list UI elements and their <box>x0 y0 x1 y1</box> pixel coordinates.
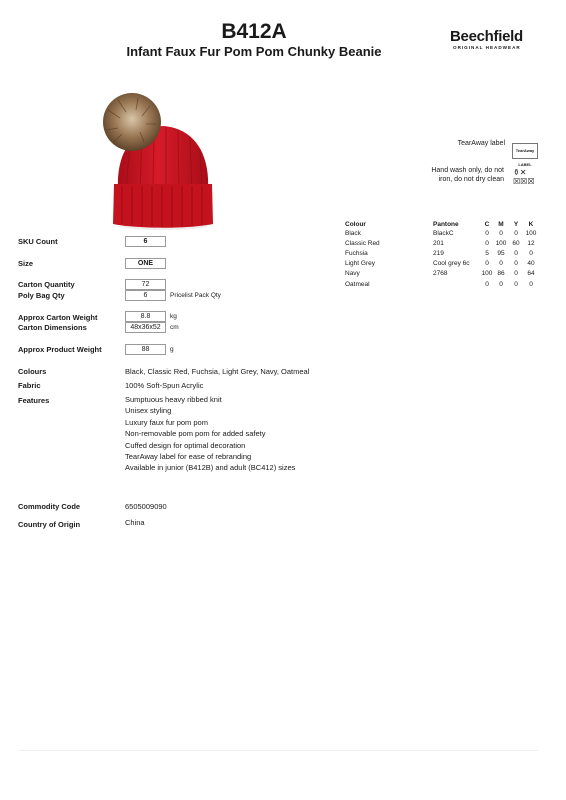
carton-quantity-label: Carton Quantity <box>18 280 75 289</box>
table-cell: 0 <box>529 281 533 288</box>
table-cell: BlackC <box>433 230 454 237</box>
table-cell: 95 <box>497 250 505 257</box>
list-item: Non-removable pom pom for added safety <box>125 429 266 439</box>
carton-quantity-value: 72 <box>125 279 166 290</box>
carton-weight-unit: kg <box>170 313 177 320</box>
features-label: Features <box>18 396 50 405</box>
table-cell: 0 <box>514 260 518 267</box>
country-of-origin-label: Country of Origin <box>18 520 81 529</box>
table-cell: 0 <box>485 281 489 288</box>
poly-bag-note: Pricelist Pack Qty <box>170 292 221 299</box>
brand-logo: Beechfield <box>450 28 523 45</box>
list-item: TearAway label for ease of rebranding <box>125 452 252 462</box>
table-cell: 100 <box>525 230 537 237</box>
wash-line-2: iron, do not dry clean <box>438 176 504 183</box>
table-cell: 12 <box>527 240 535 247</box>
table-cell: 201 <box>433 240 444 247</box>
size-label: Size <box>18 259 34 268</box>
poly-bag-qty-label: Poly Bag Qty <box>18 291 65 300</box>
table-cell: Light Grey <box>345 260 375 267</box>
wash-instructions <box>354 166 504 184</box>
carton-dimensions-value: 48x36x52 <box>125 322 166 333</box>
colours-table-header-colour: Colour <box>345 221 366 228</box>
colours-label: Colours <box>18 367 47 376</box>
product-weight-value: 88 <box>125 344 166 355</box>
features-list <box>125 394 295 474</box>
table-cell: 100 <box>495 240 507 247</box>
poly-bag-qty-value: 6 <box>125 290 166 301</box>
commodity-code-value: 6505009090 <box>125 502 167 511</box>
colours-value: Black, Classic Red, Fuchsia, Light Grey, Navy, Oatmeal <box>125 367 310 376</box>
colours-table-header-k: K <box>528 221 534 228</box>
carton-dimensions-label: Carton Dimensions <box>18 323 87 332</box>
hand-wash-icon: ⚱✕ <box>513 168 527 177</box>
product-code: B412A <box>221 20 287 43</box>
size-value: ONE <box>125 258 166 269</box>
table-cell: 0 <box>499 230 503 237</box>
commodity-code-label: Commodity Code <box>18 502 81 511</box>
carton-weight-value: 8.8 <box>125 311 166 322</box>
table-cell: Oatmeal <box>345 281 370 288</box>
table-cell: 0 <box>529 250 533 257</box>
table-cell: 60 <box>512 240 520 247</box>
table-cell: Fuchsia <box>345 250 368 257</box>
table-cell: 0 <box>485 260 489 267</box>
sku-count-label: SKU Count <box>18 237 58 246</box>
list-item: Sumptuous heavy ribbed knit <box>125 395 222 404</box>
brand-tagline: ORIGINAL HEADWEAR <box>453 45 521 50</box>
table-cell: 0 <box>514 281 518 288</box>
table-cell: 0 <box>514 250 518 257</box>
footer-divider <box>18 750 538 751</box>
table-cell: 100 <box>481 270 493 277</box>
table-cell: 0 <box>514 230 518 237</box>
product-weight-label: Approx Product Weight <box>18 345 102 354</box>
colours-table-header-y: Y <box>513 221 519 228</box>
table-cell: 0 <box>485 240 489 247</box>
table-cell: 86 <box>497 270 505 277</box>
product-image <box>88 92 238 232</box>
carton-weight-label: Approx Carton Weight <box>18 313 98 322</box>
list-item: Cuffed design for optimal decoration <box>125 440 246 450</box>
sku-count-value: 6 <box>125 236 166 247</box>
table-cell: 64 <box>527 270 535 277</box>
list-item: Unisex styling <box>125 406 172 416</box>
table-cell: 0 <box>485 230 489 237</box>
product-weight-unit: g <box>170 346 174 353</box>
carton-dimensions-unit: cm <box>170 324 179 331</box>
colours-table-header-m: M <box>498 221 504 228</box>
tearaway-icon: TearAway LABEL <box>512 143 538 159</box>
fabric-label: Fabric <box>18 381 41 390</box>
table-cell: 0 <box>499 260 503 267</box>
table-cell: 0 <box>499 281 503 288</box>
list-item: Luxury faux fur pom pom <box>125 417 208 427</box>
product-name: Infant Faux Fur Pom Pom Chunky Beanie <box>126 44 382 59</box>
table-cell: 2768 <box>433 270 448 277</box>
list-item: Available in junior (B412B) and adult (BC412) sizes <box>125 463 296 473</box>
table-cell: Black <box>345 230 361 237</box>
table-cell: Classic Red <box>345 240 380 247</box>
table-cell: Navy <box>345 270 360 277</box>
colours-table-header-pantone: Pantone <box>433 221 459 228</box>
table-cell: 5 <box>485 250 489 257</box>
table-cell: 0 <box>514 270 518 277</box>
no-iron-no-dryclean-icon: ☒☒☒ <box>513 177 535 186</box>
table-cell: Cool grey 6c <box>433 260 470 267</box>
colours-table-header-c: C <box>484 221 490 228</box>
wash-line-1: Hand wash only, do not <box>431 167 504 174</box>
country-of-origin-value: China <box>125 518 145 527</box>
table-cell: 219 <box>433 250 444 257</box>
fabric-value: 100% Soft-Spun Acrylic <box>125 381 204 390</box>
table-cell: 40 <box>527 260 535 267</box>
care-symbols-icon <box>513 168 535 186</box>
tearaway-label-text: TearAway label <box>457 140 505 147</box>
